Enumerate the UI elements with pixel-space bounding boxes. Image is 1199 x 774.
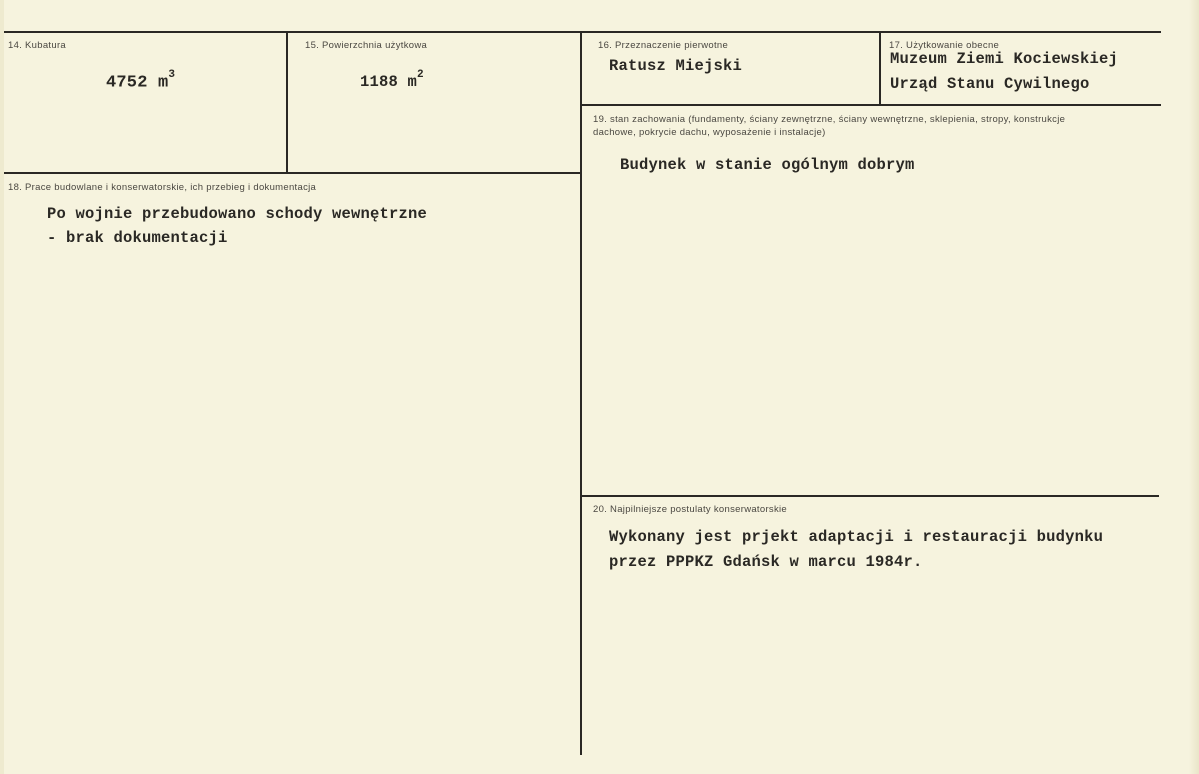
field-15-value bbox=[360, 69, 424, 92]
field-20-line-2: przez PPPKZ Gdańsk w marcu 1984r. bbox=[609, 553, 923, 571]
divider-16-17 bbox=[879, 33, 881, 104]
divider-14-15 bbox=[286, 33, 288, 173]
field-16-value: Ratusz Miejski bbox=[609, 57, 743, 75]
field-14-value-text: 4752 m bbox=[106, 73, 169, 93]
field-14-value bbox=[106, 69, 176, 93]
main-vertical-divider bbox=[580, 33, 582, 755]
field-15-value-text: 1188 m bbox=[360, 73, 418, 92]
rule-under-16-17 bbox=[582, 104, 1161, 106]
field-18-label: 18. Prace budowlane i konserwatorskie, ich przebieg i dokumentacja bbox=[8, 182, 317, 193]
field-18-line-2: - brak dokumentacji bbox=[47, 229, 228, 247]
field-15-value-exponent: 2 bbox=[417, 69, 424, 81]
field-15-label: 15. Powierzchnia użytkowa bbox=[305, 40, 428, 51]
field-17-line-2: Urząd Stanu Cywilnego bbox=[890, 75, 1090, 93]
card-left-edge bbox=[0, 0, 4, 774]
rule-under-14-15 bbox=[4, 172, 582, 174]
top-rule bbox=[4, 31, 1161, 33]
field-17-line-1: Muzeum Ziemi Kociewskiej bbox=[890, 50, 1119, 68]
field-19-value: Budynek w stanie ogólnym dobrym bbox=[620, 156, 915, 174]
field-14-label: 14. Kubatura bbox=[8, 40, 67, 51]
field-16-label: 16. Przeznaczenie pierwotne bbox=[598, 40, 729, 51]
field-20-line-1: Wykonany jest prjekt adaptacji i restauracji budynku bbox=[609, 528, 1104, 546]
field-19-label: 19. stan zachowania (fundamenty, ściany zewnętrzne, ściany wewnętrzne, sklepienia, stropy, konstrukcje dachowe, pokrycie dachu, wyposażenie i instalacje) bbox=[593, 114, 1066, 138]
field-17-label: 17. Użytkowanie obecne bbox=[889, 40, 1000, 51]
field-18-line-1: Po wojnie przebudowano schody wewnętrzne bbox=[47, 205, 428, 223]
rule-above-20 bbox=[582, 495, 1159, 497]
field-20-label: 20. Najpilniejsze postulaty konserwatorskie bbox=[593, 504, 788, 515]
card-right-edge bbox=[1189, 0, 1199, 774]
field-14-value-exponent: 3 bbox=[168, 69, 176, 81]
